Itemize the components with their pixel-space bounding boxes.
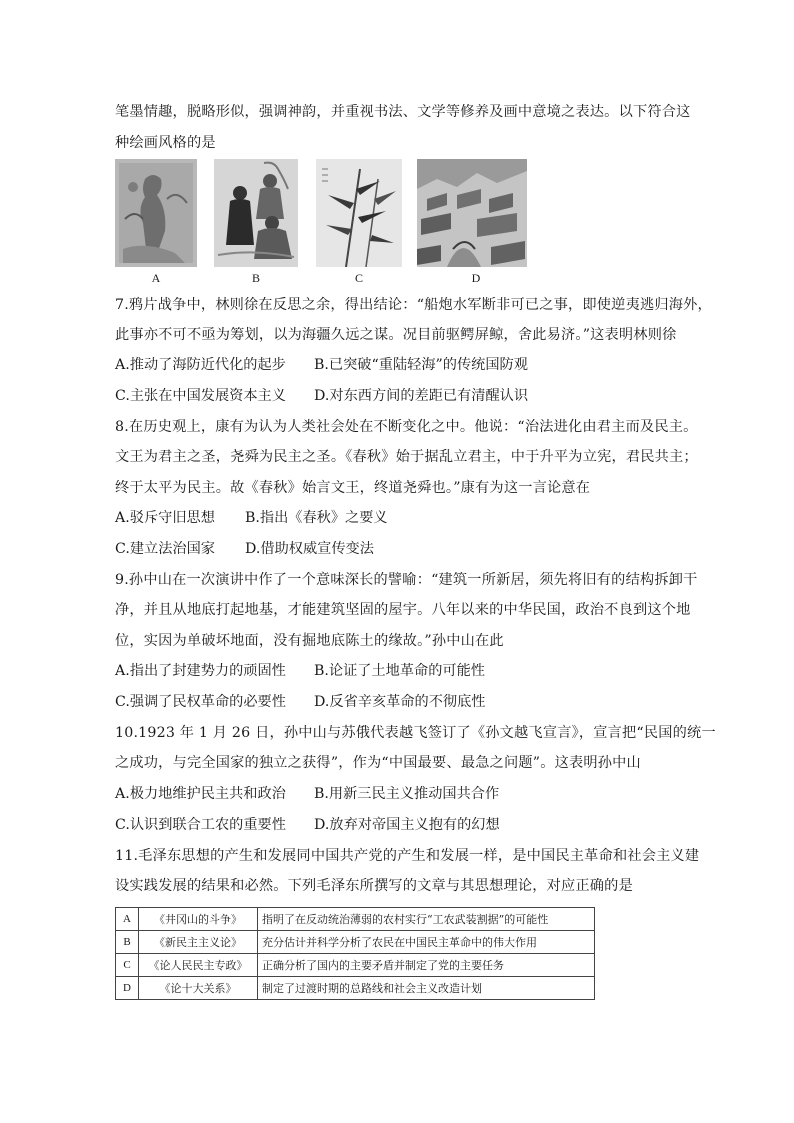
bamboo-ink-painting-icon xyxy=(316,159,402,267)
row-title: 《井冈山的斗争》 xyxy=(139,908,258,931)
q7-stem-line-1: 7.鸦片战争中，林则徐在反思之余，得出结论：“船炮水军断非可已之事，即使逆夷逃归海外， xyxy=(115,297,712,313)
q7-stem-line-2: 此事亦不可不亟为筹划，以为海疆久远之谋。况目前驱鳄屏鲸，舍此易济。”这表明林则徐 xyxy=(115,327,677,343)
q8-option-d[interactable]: D.借助权威宣传变法 xyxy=(245,541,374,557)
table-row[interactable] xyxy=(116,931,595,954)
painting-b-caption: B xyxy=(251,271,260,285)
q9-option-b[interactable]: B.论证了土地革命的可能性 xyxy=(314,663,485,679)
q10-option-a[interactable]: A.极力地维护民主共和政治 xyxy=(115,786,286,802)
painting-b-image xyxy=(214,159,298,267)
q10-option-b[interactable]: B.用新三民主义推动国共合作 xyxy=(314,786,500,802)
painting-a-image xyxy=(115,159,197,267)
intro-line-2: 种绘画风格的是 xyxy=(115,135,216,151)
scholars-portrait-painting-icon xyxy=(214,159,298,267)
q10-option-c[interactable]: C.认识到联合工农的重要性 xyxy=(115,817,286,833)
row-desc: 正确分析了国内的主要矛盾并制定了党的主要任务 xyxy=(258,954,595,977)
row-title: 《新民主主义论》 xyxy=(139,931,258,954)
painting-c-image xyxy=(316,159,402,267)
q9-stem-line-3: 位，实因为单破坏地面，没有掘地底陈土的缘故。”孙中山在此 xyxy=(115,633,504,649)
row-title: 《论十大关系》 xyxy=(139,977,258,1000)
table-row[interactable] xyxy=(116,977,595,1000)
row-key: B xyxy=(116,931,139,954)
row-desc: 充分估计并科学分析了农民在中国民主革命中的伟大作用 xyxy=(258,931,595,954)
q10-stem-line-2: 之成功，与完全国家的独立之获得”，作为“中国最要、最急之问题”。这表明孙中山 xyxy=(115,755,641,771)
ancient-figure-painting-icon xyxy=(115,159,197,267)
q10-option-d[interactable]: D.放弃对帝国主义抱有的幻想 xyxy=(314,817,500,833)
painting-a-caption: A xyxy=(151,271,161,285)
city-landscape-painting-icon xyxy=(417,159,527,267)
painting-d-caption: D xyxy=(471,271,481,285)
q9-stem-line-1: 9.孙中山在一次演讲中作了一个意味深长的譬喻：“建筑一所新居，须先将旧有的结构拆卸干 xyxy=(115,572,698,588)
q10-stem-line-1: 10.1923 年 1 月 26 日，孙中山与苏俄代表越飞签订了《孙文越飞宣言》，宣言把“民国的统一 xyxy=(115,725,716,741)
row-title: 《论人民民主专政》 xyxy=(139,954,258,977)
table-row[interactable] xyxy=(116,908,595,931)
row-key: C xyxy=(116,954,139,977)
q7-option-c[interactable]: C.主张在中国发展资本主义 xyxy=(115,388,286,404)
q11-stem-line-1: 11.毛泽东思想的产生和发展同中国共产党的产生和发展一样，是中国民主革命和社会主义建 xyxy=(115,848,700,864)
q8-stem-line-3: 终于太平为民主。故《春秋》始言文王，终道尧舜也。”康有为这一言论意在 xyxy=(115,480,591,496)
q9-option-d[interactable]: D.反省辛亥革命的不彻底性 xyxy=(314,694,486,710)
q7-option-d[interactable]: D.对东西方间的差距已有清醒认识 xyxy=(314,388,529,404)
intro-line-1: 笔墨情趣，脱略形似，强调神韵，并重视书法、文学等修养及画中意境之表达。以下符合这 xyxy=(115,104,691,120)
q8-option-c[interactable]: C.建立法治国家 xyxy=(115,541,215,557)
q8-stem-line-1: 8.在历史观上，康有为认为人类社会处在不断变化之中。他说：“治法进化由君主而及民主。 xyxy=(115,419,698,435)
q8-stem-line-2: 文王为君主之圣，尧舜为民主之圣。《春秋》始于据乱立君主，中于升平为立宪，君民共主； xyxy=(115,449,698,465)
row-desc: 指明了在反动统治薄弱的农村实行“工农武装割据”的可能性 xyxy=(258,908,595,931)
row-key: D xyxy=(116,977,139,1000)
q8-option-b[interactable]: B.指出《春秋》之要义 xyxy=(245,510,388,526)
painting-d-image xyxy=(417,159,527,267)
table-row[interactable] xyxy=(116,954,595,977)
q7-option-b[interactable]: B.已突破“重陆轻海”的传统国防观 xyxy=(314,357,528,373)
q11-stem-line-2: 设实践发展的结果和必然。下列毛泽东所撰写的文章与其思想理论，对应正确的是 xyxy=(115,878,633,894)
q11-answer-table xyxy=(115,907,595,1000)
q7-option-a[interactable]: A.推动了海防近代化的起步 xyxy=(115,357,286,373)
painting-c-caption: C xyxy=(354,271,363,285)
row-key: A xyxy=(116,908,139,931)
q8-option-a[interactable]: A.驳斥守旧思想 xyxy=(115,510,215,526)
q9-option-c[interactable]: C.强调了民权革命的必要性 xyxy=(115,694,286,710)
row-desc: 制定了过渡时期的总路线和社会主义改造计划 xyxy=(258,977,595,1000)
q9-option-a[interactable]: A.指出了封建势力的顽固性 xyxy=(115,663,286,679)
q9-stem-line-2: 净，并且从地底打起地基，才能建筑坚固的屋宇。八年以来的中华民国，政治不良到这个地 xyxy=(115,602,691,618)
